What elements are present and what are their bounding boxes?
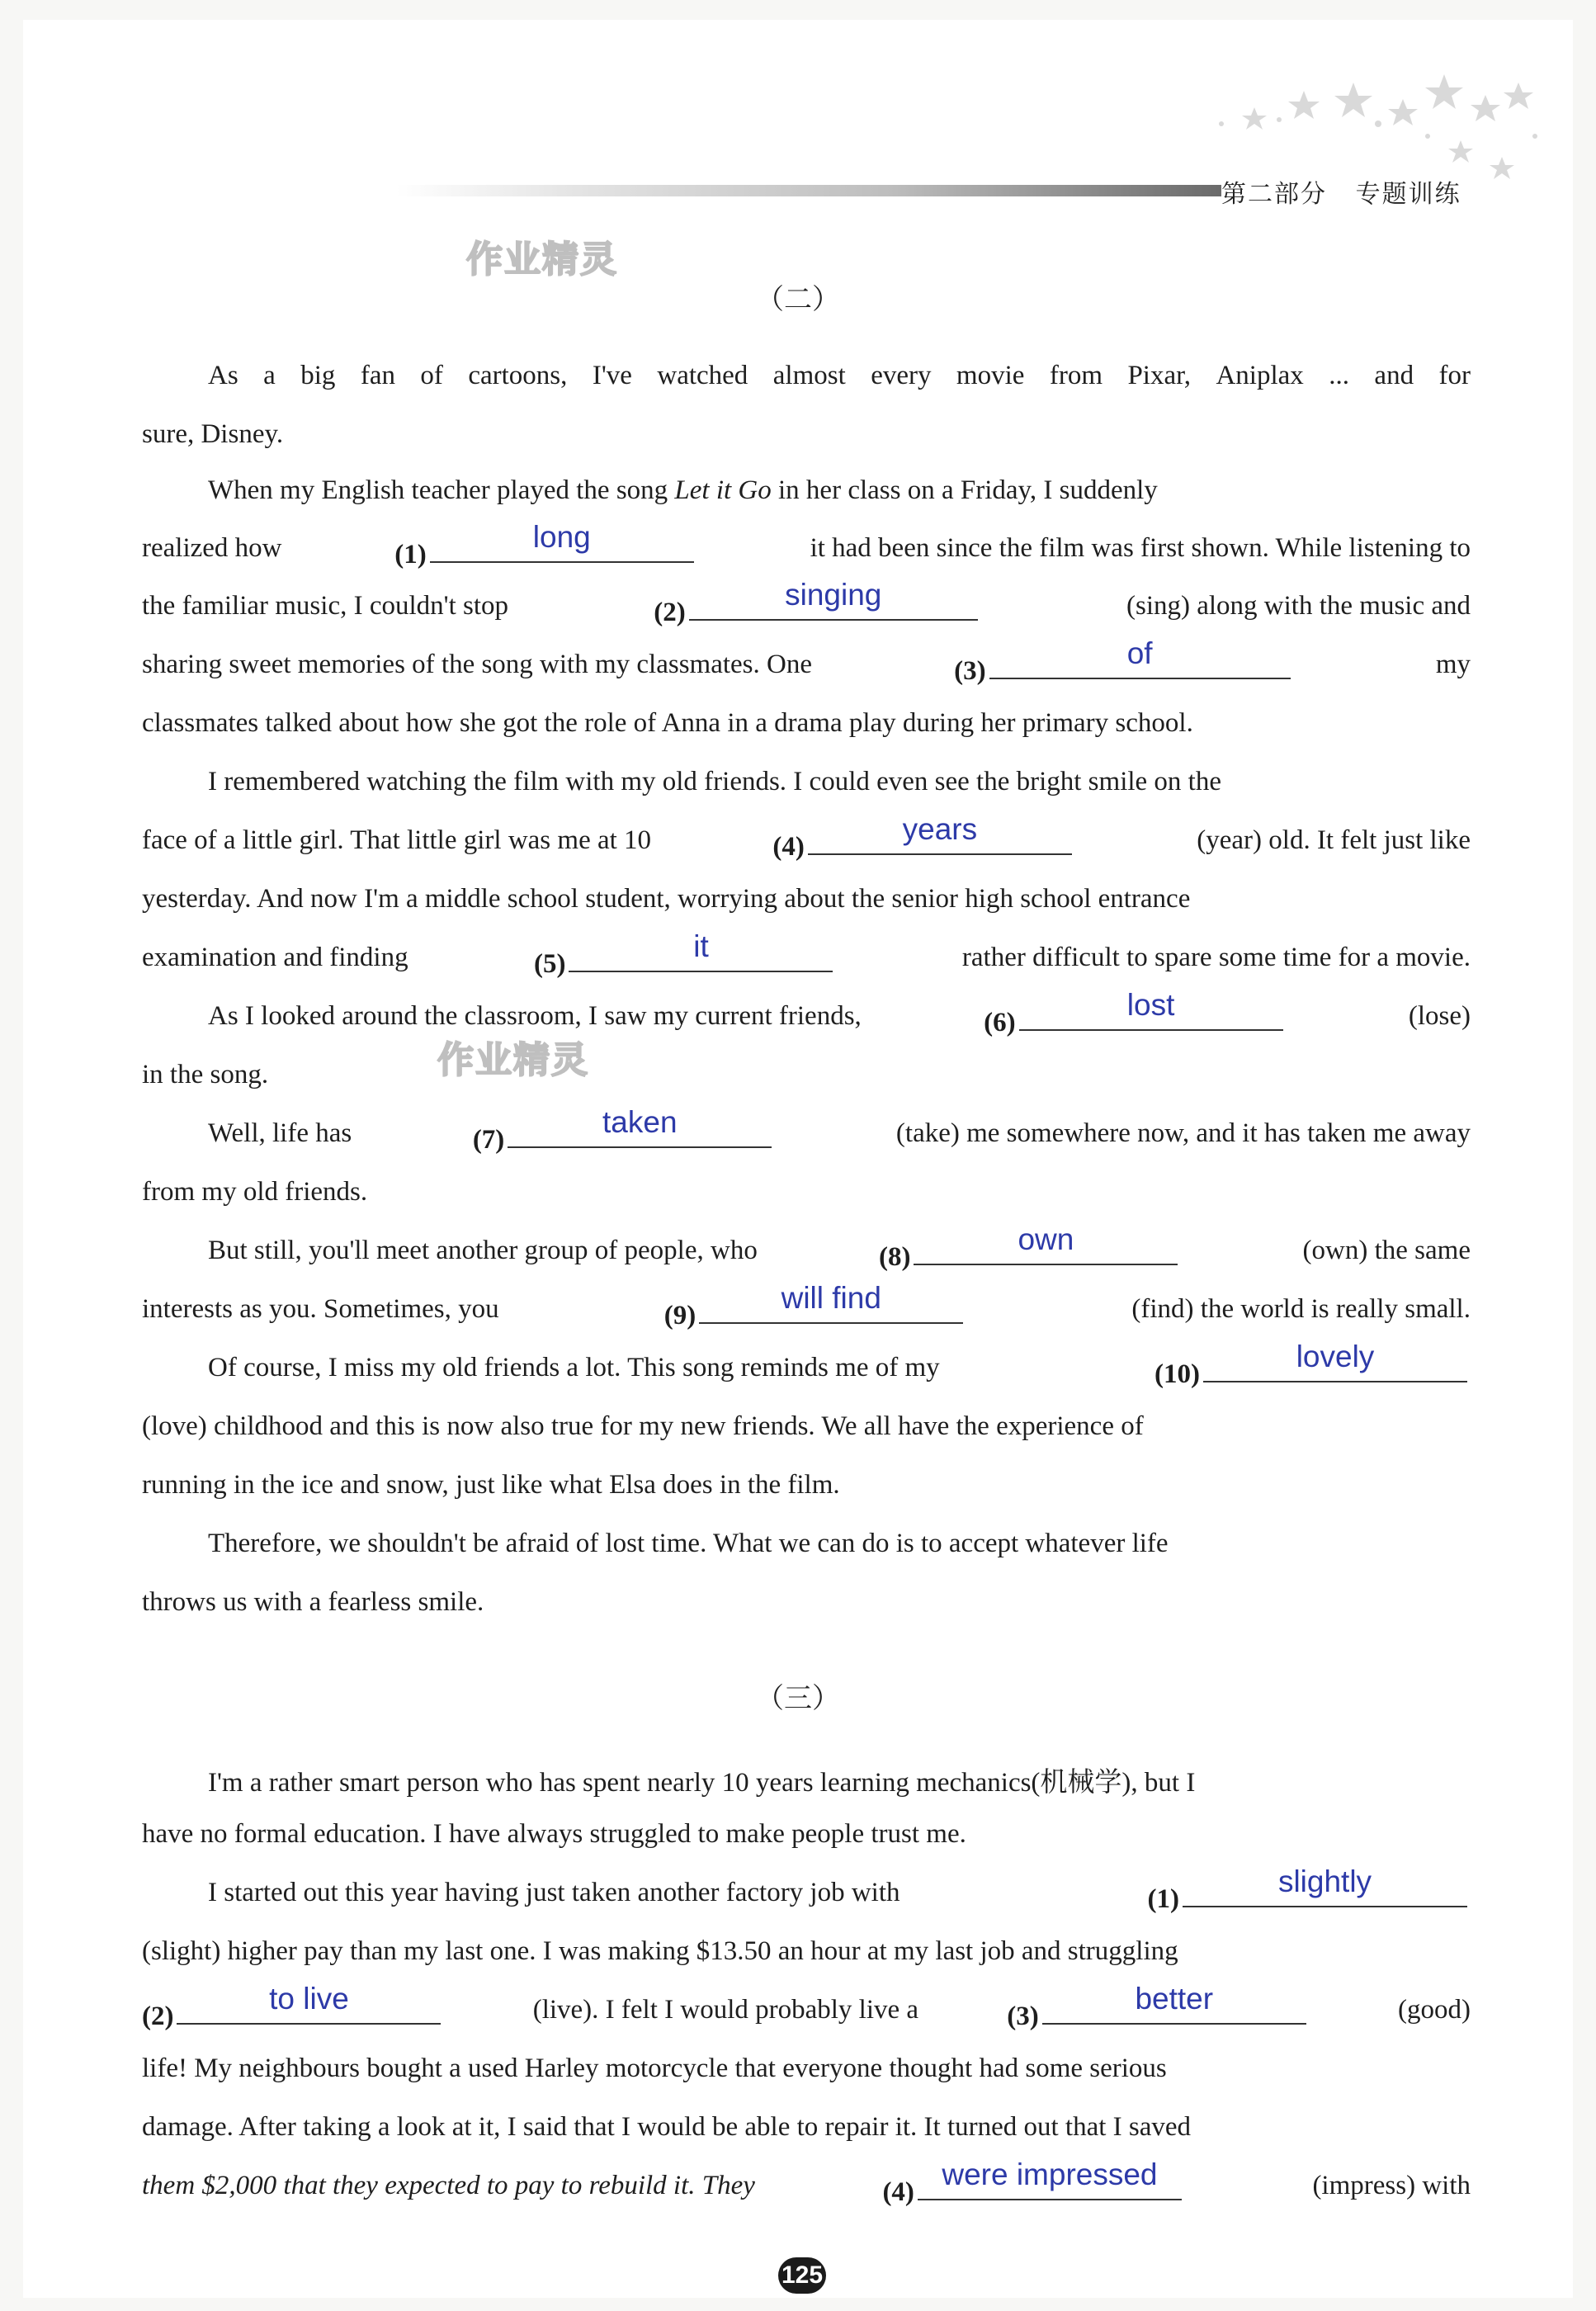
answer-blank[interactable] — [808, 812, 1072, 855]
answer-text: slightly — [1277, 1864, 1372, 1898]
answer-text: long — [532, 520, 591, 554]
answer-text: better — [1135, 1982, 1214, 2016]
paragraph-line: running in the ice and snow, just like what Elsa does in the film. — [142, 1470, 840, 1500]
question-number: (5) — [534, 949, 566, 979]
answer-blank[interactable] — [569, 929, 833, 972]
answer-text: were impressed — [942, 2157, 1158, 2191]
answer-blank[interactable] — [1042, 1982, 1306, 2025]
answer-text: to live — [269, 1982, 349, 2016]
paragraph-line: As a big fan of cartoons, I've watched almost every movie from Pixar, Aniplax ... and for — [208, 361, 1471, 390]
question-number: (3) — [1007, 2001, 1039, 2031]
star-decoration-icon — [1188, 58, 1551, 190]
paragraph-line: Of course, I miss my old friends a lot. This song reminds me of my (10) lovely — [208, 1353, 1471, 1390]
question-number: (9) — [663, 1301, 696, 1330]
paragraph-line: have no formal education. I have always struggled to make people trust me. — [142, 1819, 966, 1849]
paragraph-line: Well, life has (7) taken (take) me somewhere now, and it has taken me away — [208, 1105, 1471, 1155]
paragraph-line: throws us with a fearless smile. — [142, 1587, 484, 1617]
question-number: (1) — [1147, 1884, 1179, 1914]
answer-blank[interactable] — [918, 2157, 1182, 2200]
answer-blank[interactable] — [699, 1281, 963, 1324]
paragraph-line: damage. After taking a look at it, I said that I would be able to repair it. It turned out that I saved — [142, 2112, 1192, 2142]
paragraph-line: examination and finding (5) it rather difficult to spare some time for a movie. — [142, 929, 1471, 979]
paragraph-line: As I looked around the classroom, I saw my current friends, (6) lost (lose) — [208, 988, 1471, 1037]
question-number: (2) — [654, 598, 686, 627]
paragraph-line: realized how (1) long it had been since the film was first shown. While listening to — [142, 520, 1471, 569]
answer-blank[interactable] — [508, 1105, 772, 1148]
answer-blank[interactable] — [1183, 1864, 1467, 1907]
paragraph-line: When my English teacher played the song Let it Go in her class on a Friday, I suddenly — [208, 475, 1158, 505]
question-number: (8) — [878, 1242, 911, 1272]
paragraph-line: life! My neighbours bought a used Harley motorcycle that everyone thought had some serious — [142, 2053, 1167, 2083]
answer-blank[interactable] — [1019, 988, 1283, 1031]
question-number: (1) — [394, 540, 427, 569]
paragraph-line: interests as you. Sometimes, you (9) will find (find) the world is really small. — [142, 1281, 1471, 1330]
paragraph-line: in the song. — [142, 1060, 269, 1089]
answer-blank[interactable] — [177, 1982, 441, 2025]
answer-blank[interactable] — [914, 1222, 1178, 1265]
paragraph-line: the familiar music, I couldn't stop (2) singing (sing) along with the music and — [142, 578, 1471, 627]
answer-blank[interactable] — [689, 578, 978, 621]
answer-text: lost — [1126, 988, 1175, 1022]
question-number: (6) — [984, 1008, 1016, 1037]
section-title: （三） — [756, 1682, 840, 1715]
running-header — [1221, 173, 1461, 210]
answer-text: taken — [602, 1105, 678, 1139]
page-number: 125 — [778, 2257, 826, 2294]
section-title: （二） — [756, 283, 840, 316]
paragraph-line: them $2,000 that they expected to pay to rebuild it. They (4) were impressed (impress) with — [142, 2157, 1471, 2207]
paragraph-line: (slight) higher pay than my last one. I was making $13.50 an hour at my last job and struggling — [142, 1936, 1178, 1966]
paragraph-line: Therefore, we shouldn't be afraid of lost time. What we can do is to accept whatever life — [208, 1529, 1169, 1558]
answer-text: will find — [781, 1281, 881, 1315]
paragraph-line: But still, you'll meet another group of people, who (8) own (own) the same — [208, 1222, 1471, 1272]
header-rule — [396, 185, 1221, 196]
answer-text: years — [902, 812, 978, 846]
paragraph-line: sharing sweet memories of the song with my classmates. One (3) of my — [142, 636, 1471, 686]
paragraph-line: I started out this year having just taken another factory job with (1) slightly — [208, 1878, 1471, 1915]
question-number: (4) — [882, 2177, 914, 2207]
answer-blank[interactable] — [1203, 1340, 1467, 1382]
question-number: (10) — [1155, 1359, 1200, 1389]
paragraph-line: sure, Disney. — [142, 419, 284, 449]
paragraph-line: I'm a rather smart person who has spent nearly 10 years learning mechanics(机械学), but I — [208, 1768, 1196, 1798]
header-section: 第二部分 — [1221, 180, 1327, 209]
answer-text: lovely — [1296, 1340, 1375, 1373]
paragraph-line: (2) to live (live). I felt I would probably live a (3) better (good) — [142, 1982, 1471, 2031]
paragraph-line: from my old friends. — [142, 1177, 368, 1207]
answer-blank[interactable] — [430, 520, 694, 563]
paragraph-line: I remembered watching the film with my old friends. I could even see the bright smile on the — [208, 767, 1221, 796]
header-topic: 专题训练 — [1355, 180, 1461, 209]
answer-text: own — [1018, 1222, 1074, 1256]
answer-blank[interactable] — [989, 636, 1291, 679]
paragraph-line: face of a little girl. That little girl was me at 10 (4) years (year) old. It felt just like — [142, 812, 1471, 862]
answer-text: it — [693, 929, 709, 963]
watermark: 作业精灵 — [437, 1039, 589, 1081]
answer-text: of — [1126, 636, 1153, 670]
paragraph-line: (love) childhood and this is now also true for my new friends. We all have the experience of — [142, 1411, 1144, 1441]
paragraph-line: yesterday. And now I'm a middle school student, worrying about the senior high school entrance — [142, 884, 1191, 914]
watermark: 作业精灵 — [466, 239, 618, 281]
question-number: (4) — [772, 832, 805, 862]
question-number: (7) — [472, 1125, 505, 1155]
question-number: (2) — [142, 2001, 174, 2031]
paragraph-line: classmates talked about how she got the role of Anna in a drama play during her primary school. — [142, 708, 1193, 738]
answer-text: singing — [785, 578, 882, 612]
question-number: (3) — [954, 656, 986, 686]
